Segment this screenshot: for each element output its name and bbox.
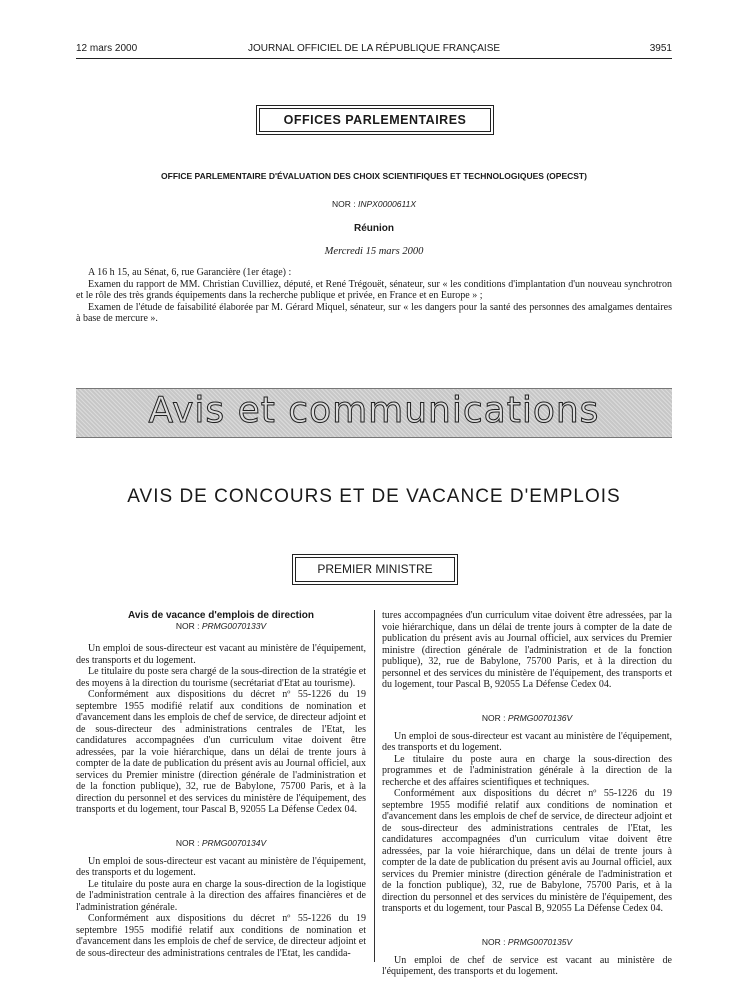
banner-text: Avis et communications (148, 390, 600, 431)
nor-label: NOR : (175, 621, 200, 631)
nor-code: PRMG0070134V (201, 837, 267, 848)
notice-paragraph: Le titulaire du poste sera chargé de la sous-direction de la stratégie et des moyens à la direction du tourisme (secrétariat d'Etat au tourisme). (76, 666, 366, 689)
right-column (382, 610, 672, 978)
notice-paragraph: Un emploi de sous-directeur est vacant au ministère de l'équipement, des transports et du logement. (76, 855, 366, 878)
agenda-item: Examen du rapport de MM. Christian Cuvilliez, député, et René Trégouët, sénateur, sur « les conditions d'implantation d'un nouveau synchrotron et le rôle des très grands équipements dans la recherche publique et privée, en France et en Europe » ; (76, 278, 672, 301)
issue-date: 12 mars 2000 (76, 43, 138, 54)
agenda-time: A 16 h 15, au Sénat, 6, rue Garancière (1er étage) : (88, 267, 292, 278)
notice-paragraph: Conformément aux dispositions du décret nº 55-1226 du 19 septembre 1955 modifié relatif aux conditions de nomination et d'avancement dans les emplois de chef de service, de directeur adjoint et de sous-directeur des administrations centrales de l'Etat, les candidatures accompagnées d'un curriculum vitae doivent être adressées, par la voie hiérarchique, dans un délai de trente jours à compter de la date de publication du présent avis au Journal officiel, aux services du Premier ministre (direction générale de l'administration et de la fonction publique), 32, rue de Babylone, 75700 Paris, et à la direction du personnel et des services du ministère de l'équipement, des transports et du logement, tour Pascal B, 92055 La Défense Cedex 04. (76, 689, 367, 815)
ministry-name: PREMIER MINISTRE (295, 557, 455, 582)
nor-label: NOR : (332, 199, 356, 209)
ministry-box (292, 554, 458, 585)
notice-paragraph: Un emploi de chef de service est vacant au ministère de l'équipement, des transports et du logement. (382, 954, 672, 977)
offices-box-title: OFFICES PARLEMENTAIRES (259, 108, 491, 132)
nor-reference (382, 713, 672, 723)
nor-code: INPX0000611X (358, 199, 416, 209)
meeting-date: Mercredi 15 mars 2000 (324, 246, 424, 257)
offices-box (256, 105, 494, 135)
left-column (76, 610, 366, 959)
notice-paragraph: Conformément aux dispositions du décret nº 55-1226 du 19 septembre 1955 modifié relatif aux conditions de nomination et d'avancement dans les emplois de chef de service, de directeur adjoint et de sous-directeur des administrations centrales de l'Etat, les candidatures accompagnées d'un curriculum vitae doivent être adressées, par la voie hiérarchique, dans un délai de trente jours à compter de la date de publication du présent avis au Journal officiel, aux services du Premier ministre (direction générale de l'administration et de la fonction publique), 32, rue de Babylone, 75700 Paris, et à la direction du personnel et des services du ministère de l'équipement, des transports et du logement, tour Pascal B, 92055 La Défense Cedex 04. (382, 788, 673, 914)
running-header (76, 43, 672, 57)
nor-code: PRMG0070133V (201, 621, 267, 631)
nor-reference (76, 838, 366, 848)
avis-banner (76, 388, 672, 438)
nor-code: PRMG0070136V (507, 712, 573, 723)
nor-reference (382, 937, 672, 947)
meeting-heading: Réunion (354, 223, 394, 234)
notice-paragraph: Un emploi de sous-directeur est vacant au ministère de l'équipement, des transports et du logement. (76, 643, 366, 666)
section-title: AVIS DE CONCOURS ET DE VACANCE D'EMPLOIS (127, 486, 621, 507)
notice-paragraph: Le titulaire du poste aura en charge la sous-direction de la logistique de l'administration centrale à la direction des affaires financières et de l'administration générale. (76, 878, 366, 913)
agenda-item: Examen de l'étude de faisabilité élaborée par M. Gérard Miquel, sénateur, sur « les dangers pour la santé des personnes des amalgames dentaires à base de mercure ». (76, 301, 672, 324)
office-nor (76, 199, 672, 209)
nor-label: NOR : (481, 936, 506, 947)
header-rule (76, 58, 672, 59)
journal-title: JOURNAL OFFICIEL DE LA RÉPUBLIQUE FRANÇAISE (247, 43, 501, 54)
column-separator (374, 610, 375, 962)
notice-paragraph: Un emploi de sous-directeur est vacant au ministère de l'équipement, des transports et du logement. (382, 730, 672, 753)
notice-paragraph: tures accompagnées d'un curriculum vitae doivent être adressées, par la voie hiérarchique, dans un délai de trente jours à compter de la date de publication du présent avis au Journal officiel, aux services du Premier ministre (direction générale de l'administration et de la fonction publique), 32, rue de Babylone, 75700 Paris, et à la direction du personnel et des services du ministère de l'équipement, des transports et du logement, tour Pascal B, 92055 La Défense Cedex 04. (382, 610, 672, 690)
page-number: 3951 (649, 43, 672, 54)
nor-code: PRMG0070135V (507, 936, 573, 947)
meeting-agenda (76, 267, 672, 325)
nor-label: NOR : (175, 837, 200, 848)
nor-label: NOR : (481, 712, 506, 723)
notice-paragraph: Le titulaire du poste aura en charge la sous-direction des programmes et de l'administration générale à la direction de la recherche et des affaires scientifiques et techniques. (382, 753, 672, 788)
office-title: OFFICE PARLEMENTAIRE D'ÉVALUATION DES CHOIX SCIENTIFIQUES ET TECHNOLOGIQUES (OPECST) (161, 171, 587, 181)
nor-reference (76, 621, 366, 631)
notice-paragraph: Conformément aux dispositions du décret nº 55-1226 du 19 septembre 1955 modifié relatif aux conditions de nomination et d'avancement dans les emplois de chef de service, de directeur adjoint et de sous-directeur des administrations centrales de l'Etat, les candida- (76, 913, 367, 959)
notice-heading: Avis de vacance d'emplois de direction (128, 610, 314, 621)
